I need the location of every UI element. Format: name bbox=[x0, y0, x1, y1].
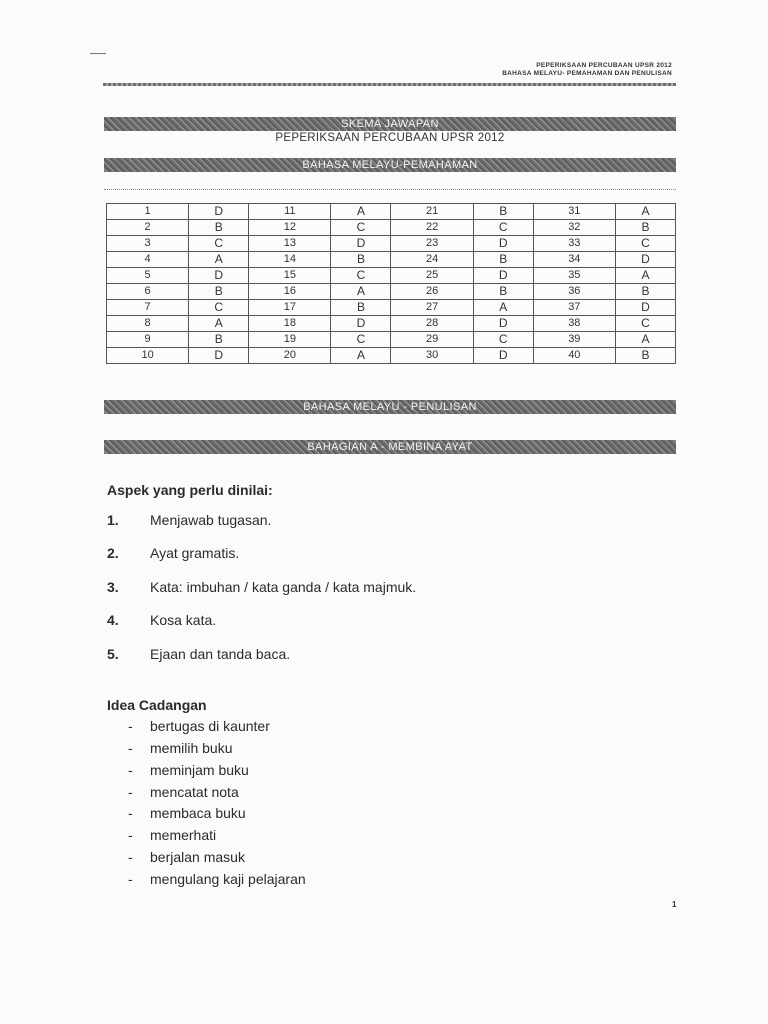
exam-subtitle: PEPERIKSAAN PERCUBAAN UPSR 2012 bbox=[275, 132, 505, 144]
aspek-title: Aspek yang perlu dinilai: bbox=[107, 482, 273, 498]
band-bahagian-a: BAHAGIAN A - MEMBINA AYAT bbox=[104, 440, 676, 454]
answer-cell: B bbox=[615, 284, 675, 300]
question-number-cell: 1 bbox=[107, 204, 189, 220]
aspek-text: Kata: imbuhan / kata ganda / kata majmuk. bbox=[150, 579, 417, 595]
answer-key-row bbox=[107, 300, 676, 316]
answer-cell: D bbox=[473, 236, 533, 252]
scan-mark bbox=[90, 53, 106, 54]
answer-cell: D bbox=[331, 236, 391, 252]
question-number-cell: 40 bbox=[533, 348, 615, 364]
answer-cell: B bbox=[615, 348, 675, 364]
question-number-cell: 39 bbox=[533, 332, 615, 348]
question-number-cell: 4 bbox=[107, 252, 189, 268]
answer-cell: B bbox=[473, 204, 533, 220]
question-number-cell: 6 bbox=[107, 284, 189, 300]
question-number-cell: 33 bbox=[533, 236, 615, 252]
aspek-number: 1. bbox=[107, 512, 119, 528]
aspek-number: 5. bbox=[107, 646, 119, 662]
answer-cell: D bbox=[473, 348, 533, 364]
question-number-cell: 20 bbox=[249, 348, 331, 364]
answer-cell: B bbox=[473, 284, 533, 300]
question-number-cell: 11 bbox=[249, 204, 331, 220]
answer-cell: C bbox=[331, 220, 391, 236]
answer-cell: B bbox=[331, 252, 391, 268]
aspek-number: 3. bbox=[107, 579, 119, 595]
idea-text: berjalan masuk bbox=[150, 849, 245, 865]
answer-cell: B bbox=[615, 220, 675, 236]
answer-cell: A bbox=[331, 284, 391, 300]
answer-cell: D bbox=[615, 252, 675, 268]
answer-cell: B bbox=[189, 332, 249, 348]
question-number-cell: 9 bbox=[107, 332, 189, 348]
idea-text: meminjam buku bbox=[150, 762, 249, 778]
answer-cell: C bbox=[615, 236, 675, 252]
question-number-cell: 38 bbox=[533, 316, 615, 332]
page-number: 1 bbox=[672, 900, 677, 909]
answer-cell: B bbox=[331, 300, 391, 316]
aspek-text: Kosa kata. bbox=[150, 612, 217, 628]
question-number-cell: 34 bbox=[533, 252, 615, 268]
question-number-cell: 29 bbox=[391, 332, 473, 348]
aspek-text: Ejaan dan tanda baca. bbox=[150, 646, 291, 662]
question-number-cell: 15 bbox=[249, 268, 331, 284]
question-number-cell: 5 bbox=[107, 268, 189, 284]
answer-cell: D bbox=[189, 204, 249, 220]
idea-title: Idea Cadangan bbox=[107, 697, 207, 713]
answer-cell: C bbox=[615, 316, 675, 332]
question-number-cell: 18 bbox=[249, 316, 331, 332]
question-number-cell: 24 bbox=[391, 252, 473, 268]
answer-cell: A bbox=[331, 204, 391, 220]
answer-cell: A bbox=[189, 252, 249, 268]
question-number-cell: 37 bbox=[533, 300, 615, 316]
answer-cell: A bbox=[615, 268, 675, 284]
idea-text: mengulang kaji pelajaran bbox=[150, 871, 306, 887]
idea-text: memilih buku bbox=[150, 740, 233, 756]
answer-cell: B bbox=[473, 252, 533, 268]
question-number-cell: 25 bbox=[391, 268, 473, 284]
answer-key-row bbox=[107, 252, 676, 268]
band-pemahaman: BAHASA MELAYU-PEMAHAMAN bbox=[104, 158, 676, 172]
question-number-cell: 13 bbox=[249, 236, 331, 252]
band-penulisan: BAHASA MELAYU - PENULISAN bbox=[104, 400, 676, 414]
answer-cell: D bbox=[189, 268, 249, 284]
answer-cell: A bbox=[331, 348, 391, 364]
question-number-cell: 36 bbox=[533, 284, 615, 300]
question-number-cell: 26 bbox=[391, 284, 473, 300]
answer-key-table bbox=[106, 203, 676, 364]
answer-key-row bbox=[107, 348, 676, 364]
answer-key-row bbox=[107, 268, 676, 284]
question-number-cell: 32 bbox=[533, 220, 615, 236]
header-divider bbox=[103, 83, 676, 86]
idea-text: membaca buku bbox=[150, 805, 246, 821]
question-number-cell: 28 bbox=[391, 316, 473, 332]
question-number-cell: 30 bbox=[391, 348, 473, 364]
dotted-divider bbox=[104, 189, 676, 191]
answer-cell: C bbox=[331, 268, 391, 284]
answer-cell: C bbox=[473, 332, 533, 348]
answer-cell: D bbox=[615, 300, 675, 316]
idea-text: bertugas di kaunter bbox=[150, 718, 270, 734]
question-number-cell: 16 bbox=[249, 284, 331, 300]
aspek-text: Menjawab tugasan. bbox=[150, 512, 272, 528]
question-number-cell: 10 bbox=[107, 348, 189, 364]
idea-text: memerhati bbox=[150, 827, 217, 843]
question-number-cell: 3 bbox=[107, 236, 189, 252]
question-number-cell: 17 bbox=[249, 300, 331, 316]
answer-cell: A bbox=[615, 204, 675, 220]
answer-cell: D bbox=[189, 348, 249, 364]
answer-cell: C bbox=[189, 236, 249, 252]
aspek-text: Ayat gramatis. bbox=[150, 545, 240, 561]
header-subject: BAHASA MELAYU- PEMAHAMAN DAN PENULISAN bbox=[502, 70, 672, 77]
answer-cell: C bbox=[189, 300, 249, 316]
question-number-cell: 22 bbox=[391, 220, 473, 236]
band-skema-jawapan: SKEMA JAWAPAN bbox=[104, 117, 676, 131]
answer-key-row bbox=[107, 220, 676, 236]
answer-key-row bbox=[107, 236, 676, 252]
question-number-cell: 21 bbox=[391, 204, 473, 220]
answer-key-row bbox=[107, 332, 676, 348]
question-number-cell: 14 bbox=[249, 252, 331, 268]
answer-cell: D bbox=[473, 268, 533, 284]
answer-cell: D bbox=[473, 316, 533, 332]
aspek-number: 4. bbox=[107, 612, 119, 628]
question-number-cell: 35 bbox=[533, 268, 615, 284]
document-page: PEPERIKSAAN PERCUBAAN UPSR 2012 BAHASA MELAYU- PEMAHAMAN DAN PENULISAN SKEMA JAWAPAN PEPERIKSAAN PERCUBAAN UPSR 2012 BAHASA MELAYU-PEMAHAMAN 1 D 11 A 21 B 31 A 2 B 12 C 22 C 32 B 3 C 13 D 23 D 33 C 4 A 14 B 24 B 34 D 5 D 15 C 25 D 35 A 6 B 16 A 26 B 36 B 7 C 17 B 27 A 37 D 8 A 18 D 28 D 38 C 9 B 19 C 29 C 39 A 10 D 20 A 30 D 40 B BAHASA MELAYU - PENULISAN BAHAGIAN A - MEMBINA AYAT Aspek yang perlu dinilai: 1. Menjawab tugasan. 2. Ayat gramatis. 3. Kata: imbuhan / kata ganda / kata majmuk. 4. Kosa kata. 5. Ejaan dan tanda baca. Idea Cadangan - bertugas di kaunter - memilih buku - meminjam buku - mencatat nota - membaca buku - memerhati - berjalan masuk - mengulang kaji pelajaran 1 bbox=[0, 0, 768, 1024]
question-number-cell: 2 bbox=[107, 220, 189, 236]
answer-key-row bbox=[107, 204, 676, 220]
question-number-cell: 7 bbox=[107, 300, 189, 316]
answer-cell: B bbox=[189, 220, 249, 236]
answer-cell: D bbox=[331, 316, 391, 332]
answer-key-row bbox=[107, 316, 676, 332]
document-header bbox=[502, 62, 672, 78]
answer-cell: C bbox=[473, 220, 533, 236]
answer-cell: A bbox=[615, 332, 675, 348]
answer-cell: C bbox=[331, 332, 391, 348]
header-exam-title: PEPERIKSAAN PERCUBAAN UPSR 2012 bbox=[536, 62, 672, 69]
question-number-cell: 27 bbox=[391, 300, 473, 316]
question-number-cell: 12 bbox=[249, 220, 331, 236]
idea-text: mencatat nota bbox=[150, 784, 239, 800]
answer-cell: A bbox=[473, 300, 533, 316]
question-number-cell: 23 bbox=[391, 236, 473, 252]
answer-key-row bbox=[107, 284, 676, 300]
question-number-cell: 31 bbox=[533, 204, 615, 220]
answer-cell: A bbox=[189, 316, 249, 332]
question-number-cell: 8 bbox=[107, 316, 189, 332]
aspek-number: 2. bbox=[107, 545, 119, 561]
answer-cell: B bbox=[189, 284, 249, 300]
question-number-cell: 19 bbox=[249, 332, 331, 348]
